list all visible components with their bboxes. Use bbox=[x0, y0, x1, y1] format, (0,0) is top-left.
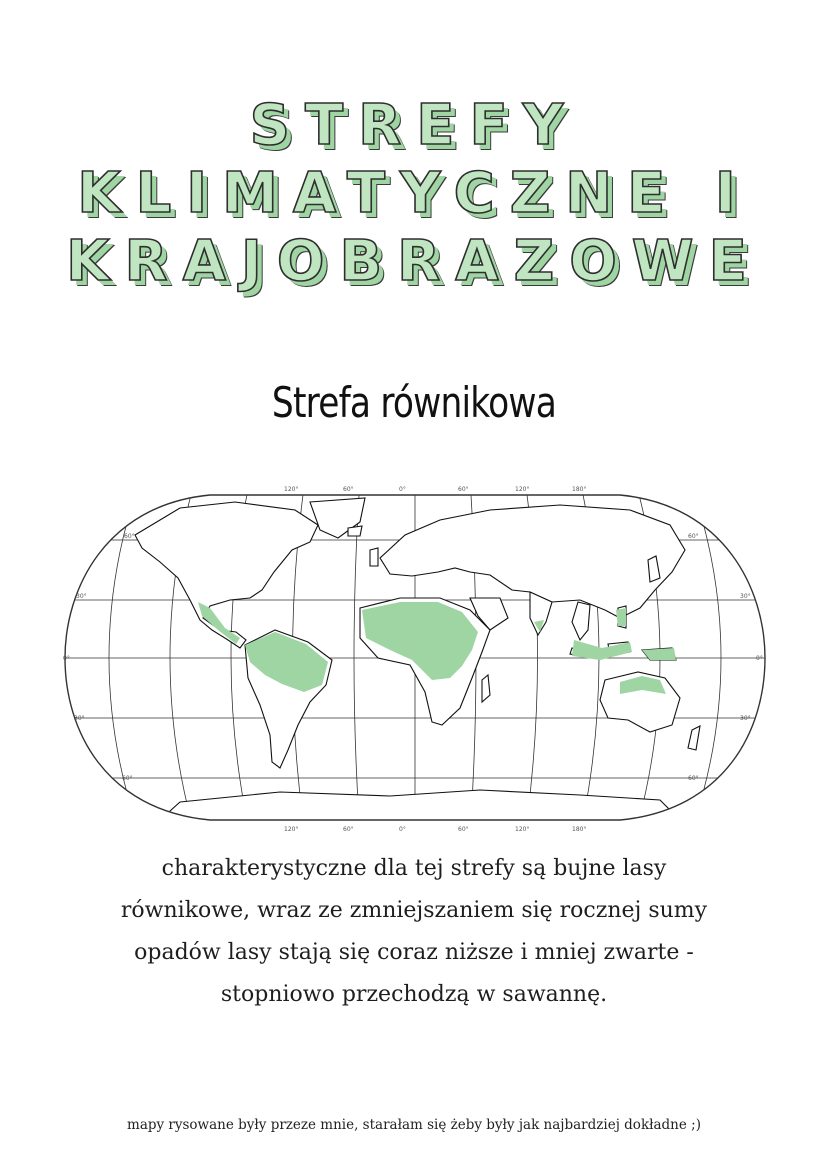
footer-note: mapy rysowane były przeze mnie, starałam się żeby były jak najbardziej dokładne ;) bbox=[127, 1117, 701, 1133]
lon-label: 0° bbox=[399, 826, 406, 833]
lon-label: 180° bbox=[572, 486, 587, 493]
lat-label: 30° bbox=[740, 593, 751, 600]
lon-label: 60° bbox=[458, 486, 469, 493]
lon-label: 0° bbox=[399, 486, 406, 493]
title-line-2: KLIMATYCZNE I bbox=[77, 161, 751, 226]
world-map-svg bbox=[60, 480, 770, 835]
lon-label: 180° bbox=[572, 826, 587, 833]
lat-label: 60° bbox=[122, 775, 133, 782]
lon-label: 60° bbox=[458, 826, 469, 833]
zone-description: charakterystyczne dla tej strefy są bujne lasy równikowe, wraz ze zmniejszaniem się rocznej sumy opadów lasy stają się coraz niższe i mniej zwarte - stopniowo przechodzą w sawannę. bbox=[120, 856, 708, 1007]
lon-label: 120° bbox=[515, 486, 530, 493]
lon-label: 60° bbox=[343, 826, 354, 833]
lat-label: 30° bbox=[740, 715, 751, 722]
section-subtitle: Strefa równikowa bbox=[271, 378, 557, 427]
lat-label: 30° bbox=[76, 593, 87, 600]
title-line-1: STREFY bbox=[249, 93, 579, 158]
lon-label: 120° bbox=[515, 826, 530, 833]
graticule bbox=[60, 480, 770, 835]
title-line-3: KRAJOBRAZOWE bbox=[66, 229, 762, 294]
lon-label: 60° bbox=[343, 486, 354, 493]
lat-label: 0° bbox=[756, 655, 763, 662]
page-title bbox=[0, 92, 828, 296]
lat-label: 60° bbox=[124, 533, 135, 540]
lat-label: 0° bbox=[63, 655, 70, 662]
lat-label: 30° bbox=[74, 715, 85, 722]
lat-label: 60° bbox=[688, 775, 699, 782]
lon-label: 120° bbox=[284, 826, 299, 833]
lat-label: 60° bbox=[688, 533, 699, 540]
world-map bbox=[60, 480, 770, 835]
lon-label: 120° bbox=[284, 486, 299, 493]
